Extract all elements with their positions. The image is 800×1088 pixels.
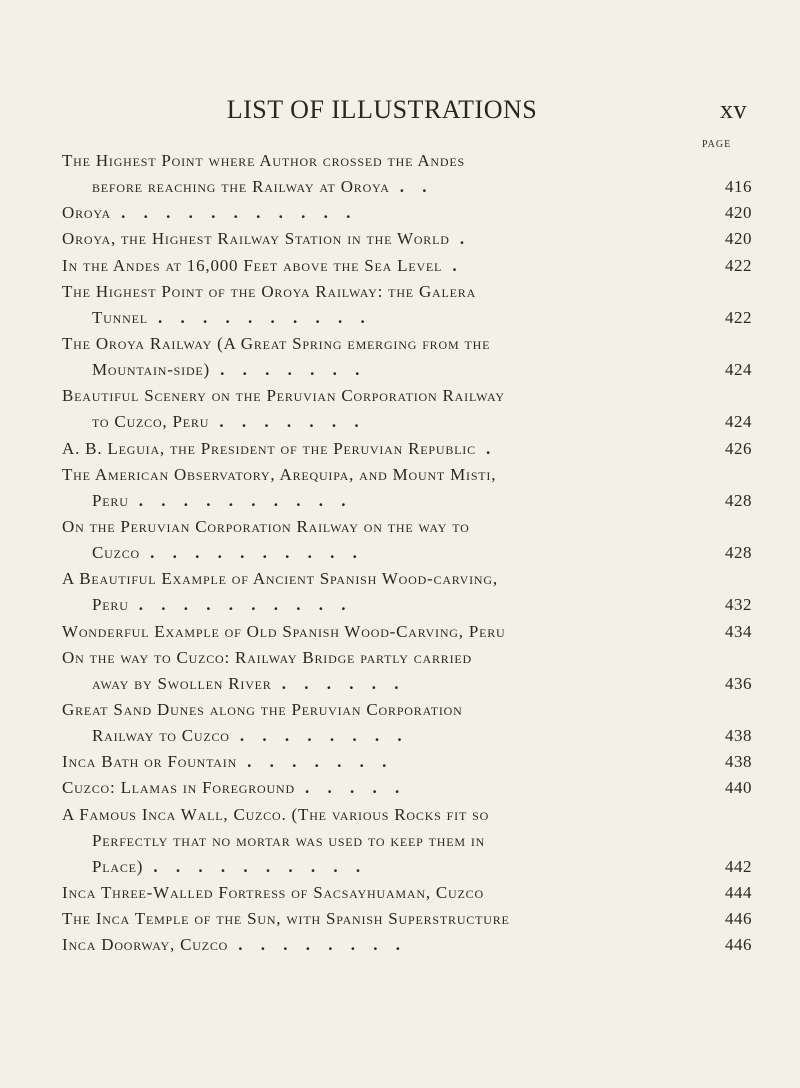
entry-caption-line [62,749,752,775]
entry-page-number: 422 [725,255,752,275]
entry-caption-continuation [62,671,752,697]
entry-caption-continuation [62,409,752,435]
entry-caption-text: to Cuzco, Peru [92,412,210,432]
entry-page-number: 446 [725,935,752,955]
entry-page-number: 416 [725,177,752,197]
entry-caption-text: A. B. Leguia, the President of the Peruvian Republic [62,438,476,458]
entry-caption-line [62,802,752,828]
entry-caption-continuation [62,305,752,331]
entry-caption-text: On the way to Cuzco: Railway Bridge partly carried [62,647,472,667]
list-item [62,279,752,331]
dot-leader: . [452,255,457,275]
entry-page-number: 428 [725,543,752,563]
page-column-label: PAGE [702,139,732,150]
entry-page-number: 434 [725,621,752,641]
list-item [62,436,752,462]
entry-caption-line [62,253,752,279]
entry-caption-text: Railway to Cuzco [92,726,230,746]
list-item [62,331,752,383]
entry-caption-line [62,645,752,671]
dot-leader: . [459,229,465,249]
entry-page-number: 432 [725,595,752,615]
entry-page-number: 438 [725,752,752,772]
entry-page-number: 426 [725,438,752,458]
entry-page-number: 424 [725,412,752,432]
page-folio: xv [720,95,747,124]
list-item [62,697,752,749]
dot-leader: . . . . . [305,778,400,798]
entry-page-number: 438 [725,726,752,746]
list-item [62,906,752,932]
entry-caption-text: Cuzco [92,543,141,563]
list-item [62,148,752,200]
entry-caption-continuation [62,488,752,514]
entry-page-number: 422 [725,307,752,327]
dot-leader: . . . . . . . . . . . [121,203,351,223]
entry-page-number: 420 [725,229,752,249]
dot-leader: . . . . . . . . . . [138,490,346,510]
entry-page-number: 436 [725,673,752,693]
entry-caption-text: Perfectly that no mortar was used to keep them in [92,830,486,850]
entry-caption-text: In the Andes at 16,000 Feet above the Sea Level [62,255,443,275]
dot-leader: . . . . . . . [247,752,387,772]
list-item [62,880,752,906]
entry-caption-text: Beautiful Scenery on the Peruvian Corporation Railway [62,386,505,406]
entry-caption-text: Oroya, the Highest Railway Station in the World [62,229,450,249]
list-item [62,383,752,435]
dot-leader: . . . . . . . . [239,726,402,746]
dot-leader: . . . . . . [281,673,399,693]
entry-caption-text: Cuzco: Llamas in Foreground [62,778,295,798]
entry-caption-line [62,383,752,409]
entry-caption-text: The Inca Temple of the Sun, with Spanish Superstructure [62,909,510,929]
page-title: LIST OF ILLUSTRATIONS [226,95,538,124]
entry-caption-text: Mountain-side) [92,360,210,380]
list-item [62,645,752,697]
entry-caption-text: The Highest Point where Author crossed the Andes [62,151,465,170]
dot-leader: . . . . . . . . . . [138,595,346,615]
list-item [62,253,752,279]
entry-caption-line [62,148,752,174]
entry-caption-continuation [62,828,752,854]
entry-caption-line [62,880,752,906]
dot-leader: . . . . . . . . . . [157,307,365,327]
entry-page-number: 444 [725,882,752,902]
dot-leader: . . . . . . . . . . [150,543,357,563]
entry-page-number: 442 [725,856,752,876]
dot-leader: . . . . . . . . [238,935,400,955]
entry-caption-line [62,906,752,932]
entry-caption-text: The American Observatory, Arequipa, and Mount Misti, [62,464,497,484]
entry-caption-text: Tunnel [92,307,148,327]
entry-page-number: 446 [725,909,752,929]
entry-caption-continuation [62,592,752,618]
dot-leader: . . . . . . . . . . [153,856,361,876]
entry-page-number: 428 [725,490,752,510]
list-item [62,200,752,226]
entry-caption-text: Great Sand Dunes along the Peruvian Corporation [62,699,463,719]
entry-caption-text: Oroya [62,203,111,223]
entry-caption-line [62,697,752,723]
entry-caption-line [62,436,752,462]
entry-caption-continuation [62,174,752,200]
entry-caption-continuation [62,357,752,383]
list-item [62,566,752,618]
entry-caption-line [62,462,752,488]
entry-caption-text: Inca Doorway, Cuzco [62,935,229,955]
list-item [62,749,752,775]
dot-leader: . [486,438,491,458]
list-item [62,226,752,252]
running-head [62,94,747,134]
entry-caption-text: A Famous Inca Wall, Cuzco. (The various Rocks fit so [62,804,490,824]
entry-caption-line [62,514,752,540]
entry-page-number: 420 [725,203,752,223]
illustrations-list [62,148,752,958]
entry-caption-line [62,226,752,252]
entry-caption-text: Peru [92,490,129,510]
entry-caption-text: Inca Three-Walled Fortress of Sacsayhuaman, Cuzco [62,882,484,902]
list-item [62,932,752,958]
entry-caption-text: Place) [92,856,144,876]
entry-caption-line [62,200,752,226]
entry-caption-text: before reaching the Railway at Oroya [92,177,390,197]
entry-caption-line [62,331,752,357]
list-item [62,775,752,801]
list-item [62,462,752,514]
entry-caption-continuation [62,723,752,749]
entry-caption-line [62,566,752,592]
entry-caption-text: A Beautiful Example of Ancient Spanish Wood-carving, [62,569,498,589]
entry-caption-text: On the Peruvian Corporation Railway on the way to [62,516,470,536]
entry-page-number: 440 [725,778,752,798]
entry-page-number: 424 [725,360,752,380]
entry-caption-line [62,775,752,801]
entry-caption-continuation [62,540,752,566]
list-item [62,619,752,645]
entry-caption-text: The Highest Point of the Oroya Railway: the Galera [62,281,477,301]
entry-caption-text: Inca Bath or Fountain [62,752,238,772]
entry-caption-line [62,619,752,645]
list-item [62,802,752,880]
dot-leader: . . . . . . . [220,360,360,380]
entry-caption-line [62,279,752,305]
entry-caption-text: away by Swollen River [92,673,272,693]
entry-caption-text: The Oroya Railway (A Great Spring emerging from the [62,333,491,353]
list-item [62,514,752,566]
entry-caption-text: Wonderful Example of Old Spanish Wood-Carving, Peru [62,621,506,641]
entry-caption-line [62,932,752,958]
dot-leader: . . [399,177,427,197]
dot-leader: . . . . . . . [219,412,359,432]
entry-caption-continuation [62,854,752,880]
entry-caption-text: Peru [92,595,129,615]
